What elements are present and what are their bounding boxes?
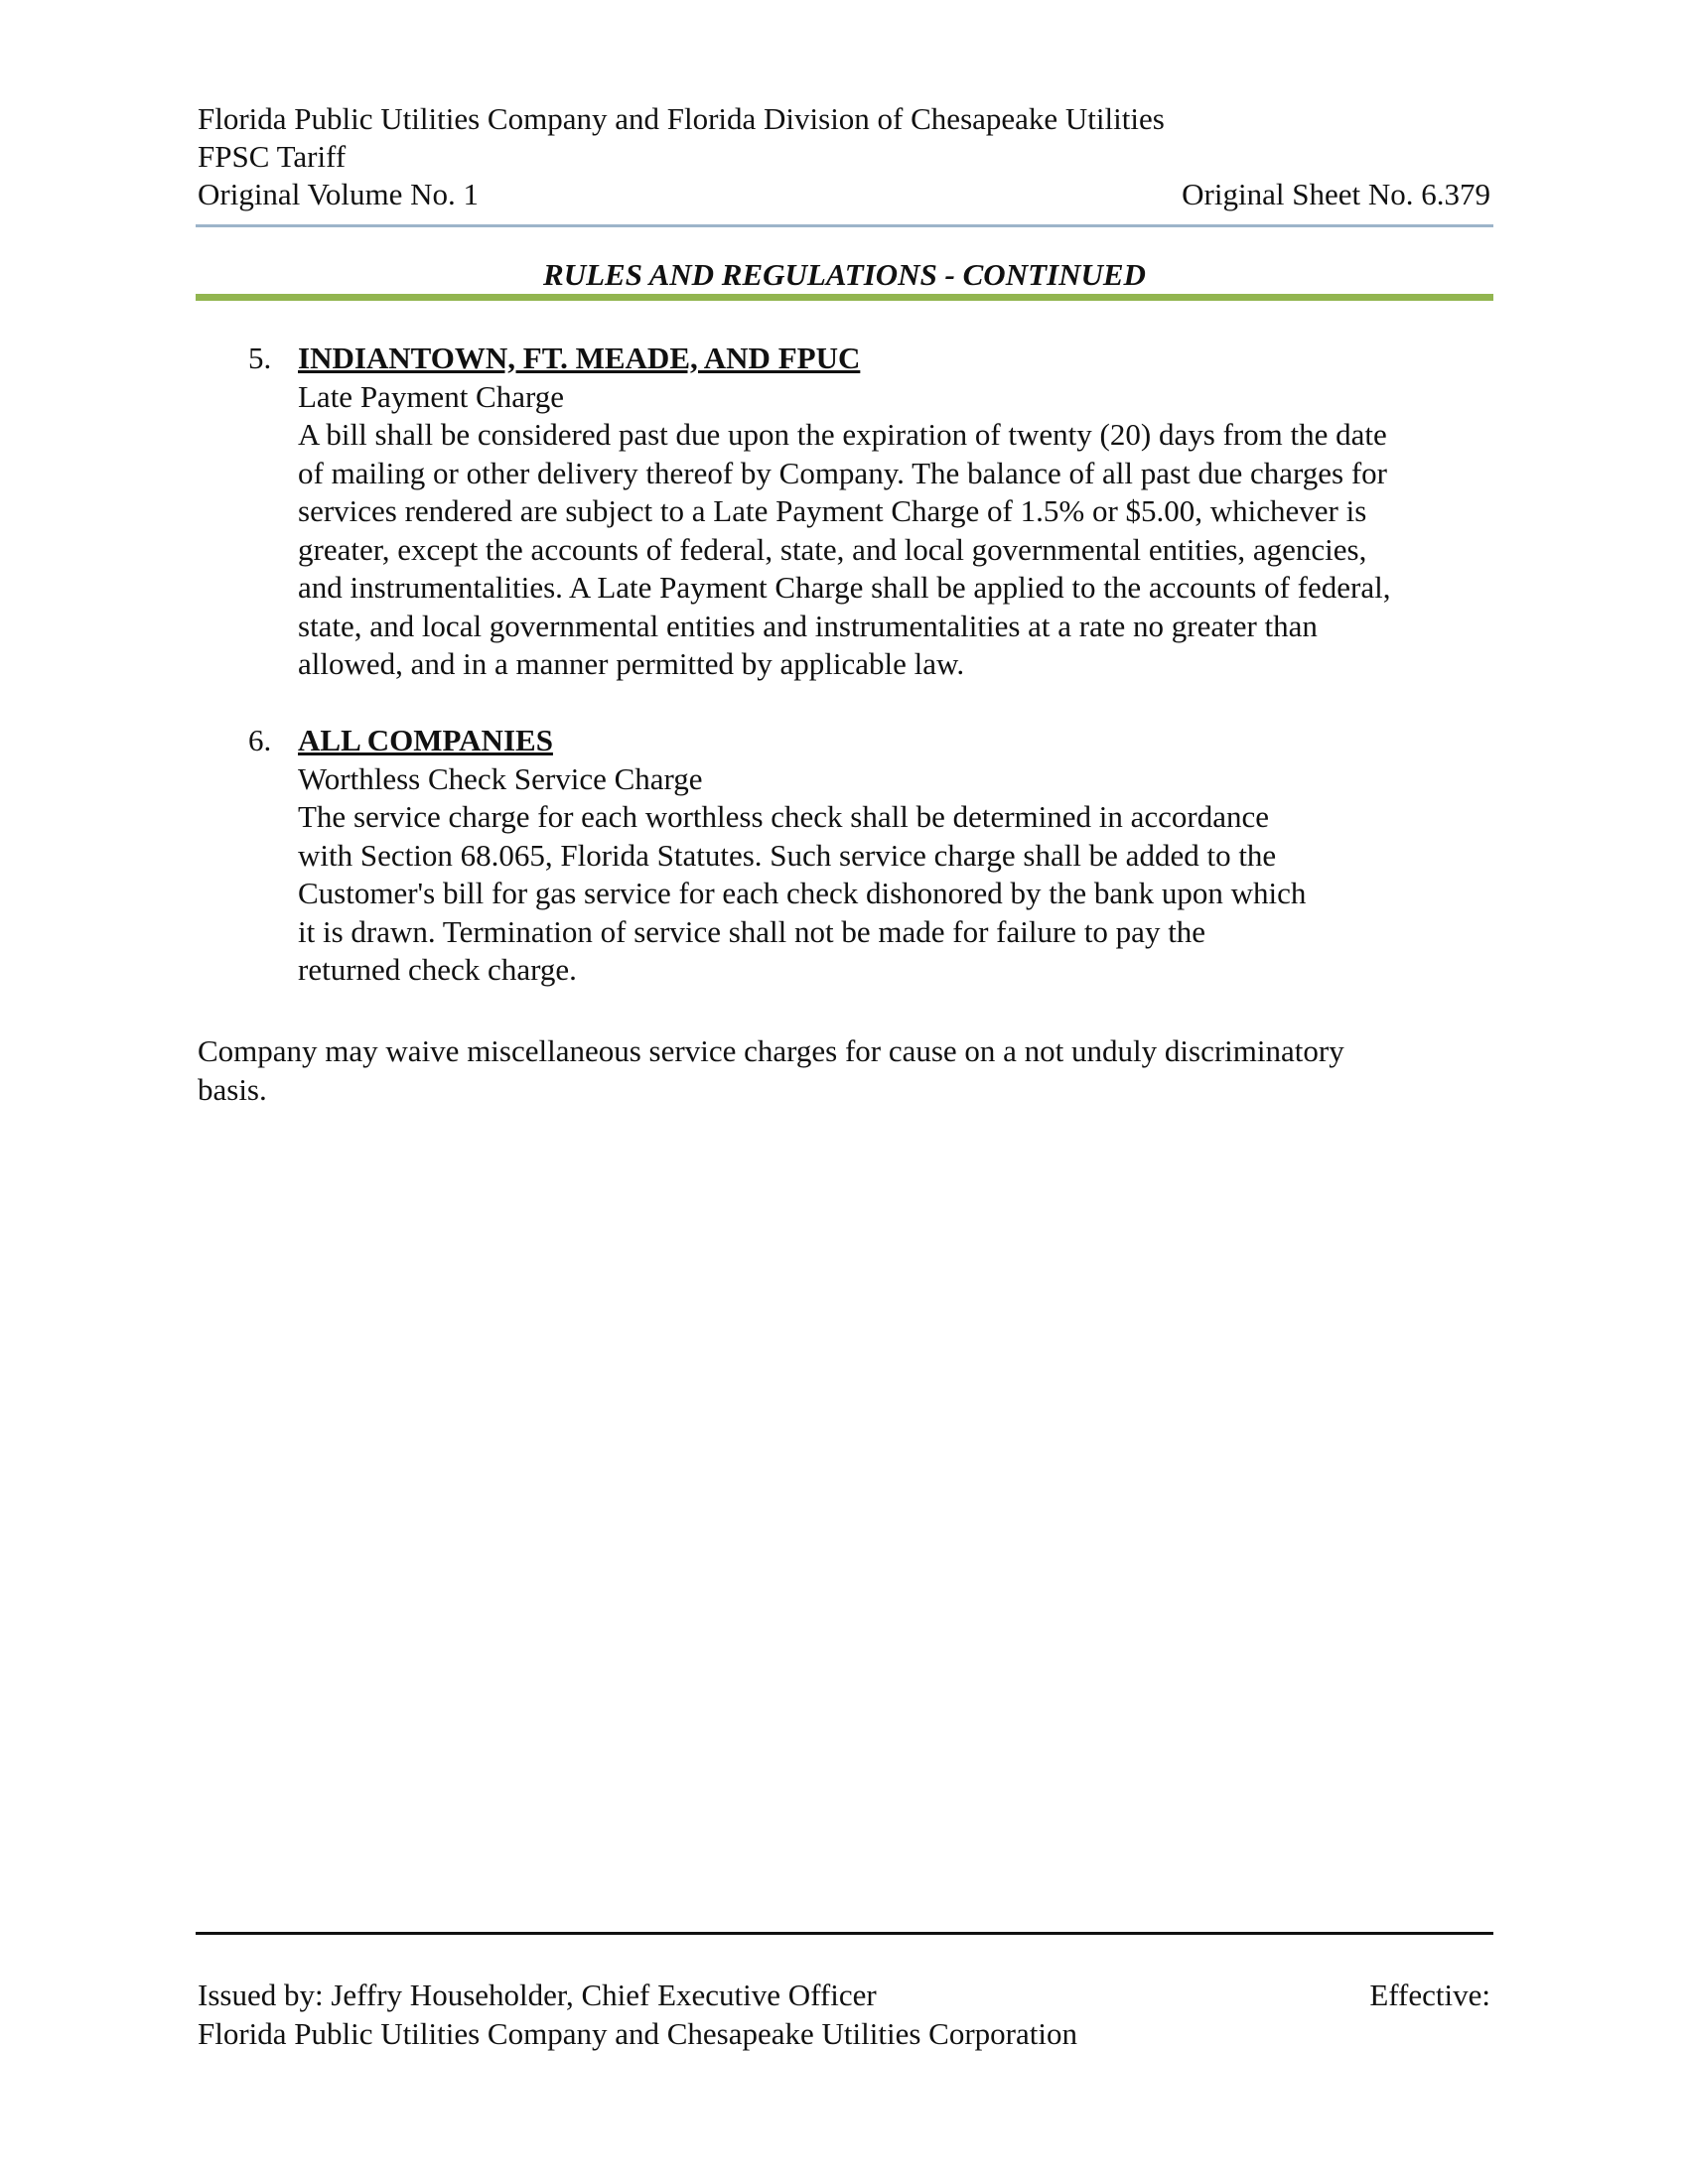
page-header xyxy=(198,100,1490,213)
footer-issued-by: Issued by: Jeffry Householder, Chief Executive Officer xyxy=(198,1978,877,2012)
item-text-line: with Section 68.065, Florida Statutes. Such service charge shall be added to the xyxy=(298,837,1277,873)
closing-text-line: Company may waive miscellaneous service charges for cause on a not unduly discriminatory xyxy=(198,1033,1344,1068)
footer-effective: Effective: xyxy=(1369,1978,1490,2012)
header-company-line: Florida Public Utilities Company and Florida Division of Chesapeake Utilities xyxy=(198,101,1165,136)
item-number: 5. xyxy=(248,341,272,375)
item-heading: ALL COMPANIES xyxy=(298,723,553,757)
item-body xyxy=(298,722,1499,990)
item-text-line: of mailing or other delivery thereof by Company. The balance of all past due charges for xyxy=(298,455,1387,490)
item-body xyxy=(298,340,1499,684)
header-sheet-number: Original Sheet No. 6.379 xyxy=(1182,177,1490,211)
closing-paragraph xyxy=(198,1032,1498,1109)
item-text-line: greater, except the accounts of federal, state, and local governmental entities, agencies, xyxy=(298,531,1367,567)
item-text-line: state, and local governmental entities and instrumentalities at a rate no greater than xyxy=(298,608,1318,643)
item-text-line: A bill shall be considered past due upon the expiration of twenty (20) days from the date xyxy=(298,417,1387,452)
item-number: 6. xyxy=(248,723,272,757)
item-subheading: Worthless Check Service Charge xyxy=(298,760,703,796)
header-volume-row xyxy=(198,176,1490,213)
item-text-line: returned check charge. xyxy=(298,952,577,987)
footer-company: Florida Public Utilities Company and Chesapeake Utilities Corporation xyxy=(198,2016,1077,2051)
item-subheading: Late Payment Charge xyxy=(298,378,565,414)
footer-company-row xyxy=(198,2014,1490,2053)
item-text-line: services rendered are subject to a Late Payment Charge of 1.5% or $5.00, whichever is xyxy=(298,493,1367,528)
item-text-line: The service charge for each worthless check shall be determined in accordance xyxy=(298,799,1270,834)
item-heading: INDIANTOWN, FT. MEADE, AND FPUC xyxy=(298,341,861,375)
header-tariff-line: FPSC Tariff xyxy=(198,139,347,174)
item-text-line: Customer's bill for gas service for each check dishonored by the bank upon which xyxy=(298,876,1307,910)
page-footer xyxy=(198,1976,1490,2053)
section-title: RULES AND REGULATIONS - CONTINUED xyxy=(543,257,1146,292)
item-text-line: it is drawn. Termination of service shall not be made for failure to pay the xyxy=(298,913,1206,949)
header-divider xyxy=(196,224,1493,227)
footer-divider xyxy=(196,1932,1493,1935)
section-title-underline xyxy=(196,294,1493,301)
item-text-line: allowed, and in a manner permitted by applicable law. xyxy=(298,646,965,681)
header-volume: Original Volume No. 1 xyxy=(198,177,480,211)
item-text-line: and instrumentalities. A Late Payment Charge shall be applied to the accounts of federal, xyxy=(298,570,1391,605)
footer-issued-row xyxy=(198,1976,1490,2014)
closing-text-line: basis. xyxy=(198,1071,267,1107)
